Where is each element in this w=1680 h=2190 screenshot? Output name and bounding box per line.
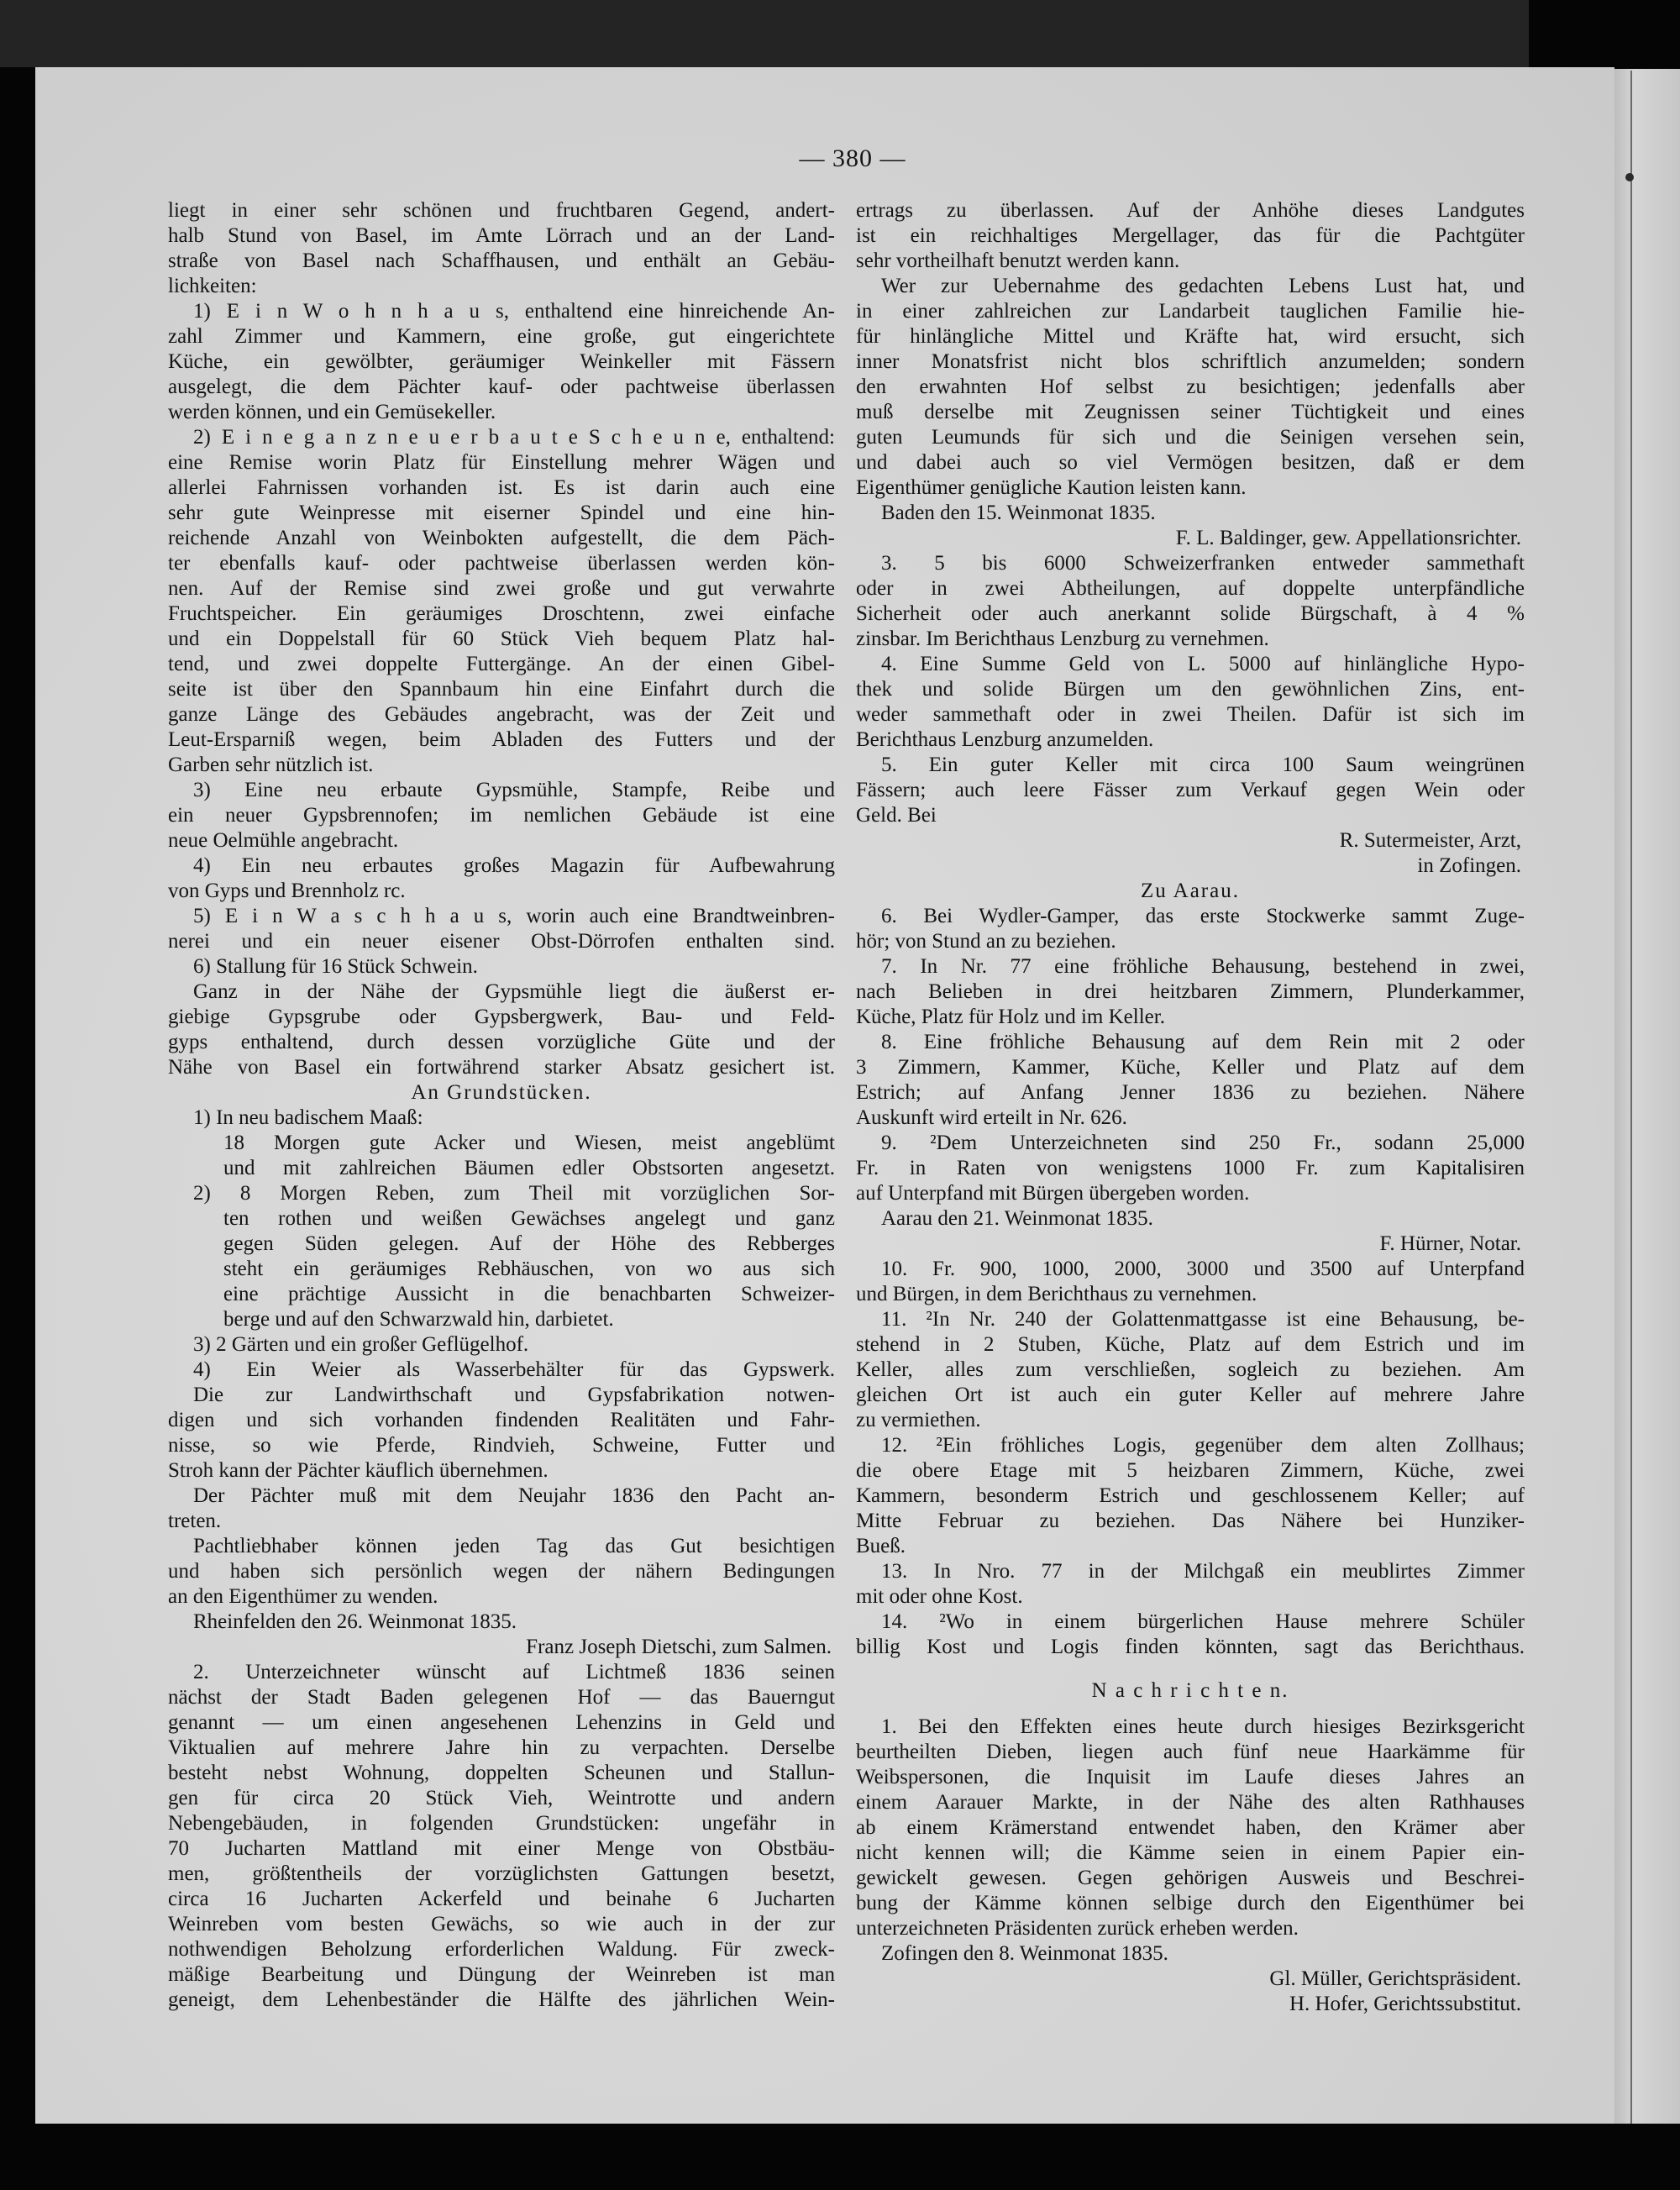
text-line: oder in zwei Abtheilungen, auf doppelte unterpfändliche — [856, 577, 1525, 600]
text-line: Die zur Landwirthschaft und Gypsfabrikation notwen- — [193, 1384, 835, 1406]
text-line: 6. Bei Wydler-Gamper, das erste Stockwerke sammt Zuge- — [881, 905, 1525, 927]
text-line: zu vermiethen. — [856, 1409, 981, 1431]
text-line: giebige Gypsgrube oder Gypsbergwerk, Bau- und Feld- — [168, 1006, 835, 1028]
text-line: reichende Anzahl von Weinbokten aufgestellt, die dem Päch- — [168, 527, 835, 549]
text-line: Zofingen den 8. Weinmonat 1835. — [881, 1942, 1168, 1965]
text-line: liegt in einer sehr schönen und fruchtbaren Gegend, andert- — [168, 199, 835, 222]
text-line: neue Oelmühle angebracht. — [168, 829, 399, 852]
text-line: Pachtliebhaber können jeden Tag das Gut besichtigen — [193, 1535, 835, 1557]
text-line: Mitte Februar zu beziehen. Das Nähere bei Hunziker- — [856, 1510, 1525, 1532]
text-line: für hinlängliche Mittel und Kräfte hat, wird ersucht, sich — [856, 325, 1525, 348]
text-line: weder sammethaft oder in zwei Theilen. Dafür ist sich im — [856, 703, 1525, 726]
text-line: zinsbar. Im Berichthaus Lenzburg zu vernehmen. — [856, 628, 1269, 650]
text-line: Aarau den 21. Weinmonat 1835. — [881, 1207, 1153, 1230]
text-line: ter ebenfalls kauf- oder pachtweise überlassen werden kön- — [168, 552, 835, 575]
text-line: gyps enthaltend, durch dessen vorzügliche Güte und der — [168, 1031, 835, 1053]
text-line: nerei und ein neuer eisener Obst-Dörrofen enthalten sind. — [168, 930, 835, 953]
text-line: Auskunft wird erteilt in Nr. 626. — [856, 1106, 1127, 1129]
signature-line: in Zofingen. — [1417, 854, 1521, 877]
text-line: 9. ²Dem Unterzeichneten sind 250 Fr., sodann 25,000 — [881, 1132, 1525, 1154]
text-line: in einer zahlreichen zur Landarbeit tauglichen Familie hie- — [856, 300, 1525, 323]
text-line: genannt — um einen angesehenen Lehenzins in Geld und — [168, 1711, 835, 1734]
text-line: ten rothen und weißen Gewächses angelegt und ganz — [223, 1207, 835, 1230]
text-line: geneigt, dem Lehenbeständer die Hälfte des jährlichen Wein- — [168, 1988, 835, 2011]
text-line: tend, und zwei doppelte Futtergänge. An der einen Gibel- — [168, 653, 835, 675]
text-line: Fruchtspeicher. Ein geräumiges Droschtenn, zwei einfache — [168, 602, 835, 625]
text-line: nothwendigen Beholzung erforderlichen Waldung. Für zweck- — [168, 1938, 835, 1961]
section-heading: Zu Aarau. — [1141, 880, 1240, 902]
text-line: 1) In neu badischem Maaß: — [193, 1106, 423, 1129]
text-line: Leut-Ersparniß wegen, beim Abladen des Futters und der — [168, 728, 835, 751]
signature-line: R. Sutermeister, Arzt, — [1339, 829, 1521, 852]
binding-hole — [1625, 173, 1634, 181]
text-line: Fässern; auch leere Fässer zum Verkauf gegen Wein oder — [856, 779, 1525, 801]
text-line: nen. Auf der Remise sind zwei große und gut verwahrte — [168, 577, 835, 600]
text-line: 3 Zimmern, Kammer, Küche, Keller und Platz auf dem — [856, 1056, 1525, 1079]
text-line: Bueß. — [856, 1535, 906, 1557]
text-line: Berichthaus Lenzburg anzumelden. — [856, 728, 1154, 751]
text-line: Küche, ein gewölbter, geräumiger Weinkeller mit Fässern — [168, 350, 835, 373]
text-line: 3. 5 bis 6000 Schweizerfranken entweder sammethaft — [881, 552, 1525, 575]
text-line: guten Leumunds für sich und die Seinigen versehen sein, — [856, 426, 1525, 449]
text-line: mäßige Bearbeitung und Düngung der Weinreben ist man — [168, 1963, 835, 1986]
signature-line: Franz Joseph Dietschi, zum Salmen. — [526, 1636, 832, 1658]
right-column — [856, 198, 1525, 2017]
text-line: Der Pächter muß mit dem Neujahr 1836 den Pacht an- — [193, 1484, 835, 1507]
text-line: nisse, so wie Pferde, Rindvieh, Schweine, Futter und — [168, 1434, 835, 1457]
text-line: 4. Eine Summe Geld von L. 5000 auf hinlängliche Hypo- — [881, 653, 1525, 675]
text-line: Küche, Platz für Holz und im Keller. — [856, 1006, 1165, 1028]
text-line: von Gyps und Brennholz rc. — [168, 880, 406, 902]
text-line: unterzeichneten Präsidenten zurück erheben werden. — [856, 1917, 1299, 1940]
text-line: gleichen Ort ist auch ein guter Keller auf mehrere Jahre — [856, 1384, 1525, 1406]
signature-line: F. Hürner, Notar. — [1379, 1232, 1521, 1255]
text-line: gewickelt gewesen. Gegen gehörigen Ausweis und Beschrei- — [856, 1867, 1525, 1889]
text-line: ertrags zu überlassen. Auf der Anhöhe dieses Landgutes — [856, 199, 1525, 222]
text-line: und mit zahlreichen Bäumen edler Obstsorten angesetzt. — [223, 1157, 835, 1179]
text-line: ausgelegt, die dem Pächter kauf- oder pachtweise überlassen — [168, 376, 835, 398]
text-line: 7. In Nr. 77 eine fröhliche Behausung, bestehend in zwei, — [881, 955, 1525, 978]
text-line: Keller, alles zum verschließen, sogleich zu beziehen. Am — [856, 1358, 1525, 1381]
text-line: lichkeiten: — [168, 275, 257, 297]
text-line: auf Unterpfand mit Bürgen übergeben worden. — [856, 1182, 1250, 1205]
text-line: Rheinfelden den 26. Weinmonat 1835. — [193, 1610, 517, 1633]
text-line: 1) E i n W o h n h a u s, enthaltend eine hinreichende An- — [193, 300, 835, 323]
text-line: 70 Jucharten Mattland mit einer Menge von Obstbäu- — [168, 1837, 835, 1860]
text-line: 2. Unterzeichneter wünscht auf Lichtmeß 1836 seinen — [193, 1661, 835, 1683]
text-line: nicht kennen will; die Kämme seien in einem Papier ein- — [856, 1841, 1525, 1864]
text-line: Baden den 15. Weinmonat 1835. — [881, 502, 1156, 524]
text-line: Nähe von Basel ein fortwährend starker Absatz gesichert ist. — [168, 1056, 835, 1079]
text-line: 10. Fr. 900, 1000, 2000, 3000 und 3500 auf Unterpfand — [881, 1258, 1525, 1280]
text-line: den erwahnten Hof selbst zu besichtigen; jedenfalls aber — [856, 376, 1525, 398]
text-line: und ein Doppelstall für 60 Stück Vieh bequem Platz hal- — [168, 628, 835, 650]
text-line: billig Kost und Logis finden könnten, sagt das Berichthaus. — [856, 1636, 1525, 1658]
text-line: 11. ²In Nr. 240 der Golattenmattgasse ist eine Behausung, be- — [881, 1308, 1525, 1331]
text-line: einem Aarauer Markte, in der Nähe des alten Rathhauses — [856, 1791, 1525, 1814]
text-line: berge und auf den Schwarzwald hin, darbietet. — [223, 1308, 614, 1331]
text-line: thek und solide Bürgen um den gewöhnlichen Zins, ent- — [856, 678, 1525, 701]
text-line: straße von Basel nach Schaffhausen, und enthält an Gebäu- — [168, 249, 835, 272]
text-line: 3) 2 Gärten und ein großer Geflügelhof. — [193, 1333, 529, 1356]
text-line: 2) E i n e g a n z n e u e r b a u t e S c h e u n e, enthaltend: — [193, 426, 835, 449]
text-line: Viktualien auf mehrere Jahre hin zu verpachten. Derselbe — [168, 1736, 835, 1759]
section-spacer — [856, 1704, 1525, 1715]
text-line: 4) Ein neu erbautes großes Magazin für Aufbewahrung — [193, 854, 835, 877]
adjacent-page-edge — [1614, 69, 1680, 2124]
text-line: eine prächtige Aussicht in die benachbarten Schweizer- — [223, 1283, 835, 1305]
text-line: Weinreben vom besten Gewächs, so wie auch in der zur — [168, 1913, 835, 1935]
text-line: und haben sich persönlich wegen der nähern Bedingungen — [168, 1560, 835, 1583]
text-line: mit oder ohne Kost. — [856, 1585, 1023, 1608]
text-line: nächst der Stadt Baden gelegenen Hof — das Bauerngut — [168, 1686, 835, 1709]
left-column — [168, 198, 835, 2013]
text-line: Kammern, besonderm Estrich und geschlossenem Keller; auf — [856, 1484, 1525, 1507]
text-line: Garben sehr nützlich ist. — [168, 754, 374, 776]
text-line: inner Monatsfrist nicht blos schriftlich anzumelden; sondern — [856, 350, 1525, 373]
section-heading: An Grundstücken. — [411, 1081, 592, 1104]
text-line: 14. ²Wo in einem bürgerlichen Hause mehrere Schüler — [881, 1610, 1525, 1633]
text-line: 2) 8 Morgen Reben, zum Theil mit vorzüglichen Sor- — [193, 1182, 835, 1205]
text-line: Stroh kann der Pächter käuflich übernehmen. — [168, 1459, 549, 1482]
text-line: ein neuer Gypsbrennofen; im nemlichen Gebäude ist eine — [168, 804, 835, 827]
text-line: besteht nebst Wohnung, doppelten Scheunen und Stallun- — [168, 1762, 835, 1784]
text-line: Eigenthümer genügliche Kaution leisten kann. — [856, 476, 1247, 499]
text-line: 12. ²Ein fröhliches Logis, gegenüber dem alten Zollhaus; — [881, 1434, 1525, 1457]
text-line: nach Belieben in drei heitzbaren Zimmern, Plunderkammer, — [856, 980, 1525, 1003]
text-line: hör; von Stund an zu beziehen. — [856, 930, 1116, 953]
text-line: 18 Morgen gute Acker und Wiesen, meist angeblümt — [223, 1132, 835, 1154]
text-line: 8. Eine fröhliche Behausung auf dem Rein mit 2 oder — [881, 1031, 1525, 1053]
text-line: ist ein reichhaltiges Mergellager, das für die Pachtgüter — [856, 224, 1525, 247]
text-line: Geld. Bei — [856, 804, 937, 827]
section-heading: N a c h r i c h t e n. — [1091, 1679, 1289, 1702]
text-line: Weibspersonen, die Inquisit im Laufe dieses Jahres an — [856, 1766, 1525, 1788]
text-line: Estrich; auf Anfang Jenner 1836 zu beziehen. Nähere — [856, 1081, 1525, 1104]
text-line: gegen Süden gelegen. Auf der Höhe des Rebberges — [223, 1232, 835, 1255]
text-line: allerlei Fahrnissen vorhanden ist. Es ist darin auch eine — [168, 476, 835, 499]
page-number: — 380 — — [799, 144, 906, 172]
text-line: die obere Etage mit 5 heizbaren Zimmern, Küche, zwei — [856, 1459, 1525, 1482]
text-line: steht ein geräumiges Rebhäuschen, von wo aus sich — [223, 1258, 835, 1280]
text-line: Fr. in Raten von wenigstens 1000 Fr. zum Kapitalisiren — [856, 1157, 1525, 1179]
text-line: Nebengebäuden, in folgenden Grundstücken: ungefähr in — [168, 1812, 835, 1835]
signature-line: F. L. Baldinger, gew. Appellationsrichter. — [1175, 527, 1521, 549]
text-line: 3) Eine neu erbaute Gypsmühle, Stampfe, Reibe und — [193, 779, 835, 801]
text-line: muß derselbe mit Zeugnissen seiner Tüchtigkeit und eines — [856, 401, 1525, 423]
text-line: ganze Länge des Gebäudes angebracht, was der Zeit und — [168, 703, 835, 726]
signature-line: H. Hofer, Gerichtssubstitut. — [1289, 1993, 1521, 2015]
text-line: sehr gute Weinpresse mit eiserner Spindel und eine hin- — [168, 502, 835, 524]
text-line: sehr vortheilhaft benutzt werden kann. — [856, 249, 1180, 272]
text-line: zahl Zimmer und Kammern, eine große, gut eingerichtete — [168, 325, 835, 348]
text-line: 5) E i n W a s c h h a u s, worin auch eine Brandtweinbren- — [193, 905, 835, 927]
text-line: 5. Ein guter Keller mit circa 100 Saum weingrünen — [881, 754, 1525, 776]
scan-border-top — [0, 0, 1529, 67]
text-line: 1. Bei den Effekten eines heute durch hiesiges Bezirksgericht — [881, 1715, 1525, 1738]
text-line: beurtheilten Dieben, liegen auch fünf neue Haarkämme für — [856, 1741, 1525, 1763]
text-line: bung der Kämme können selbige durch den Eigenthümer bei — [856, 1892, 1525, 1914]
text-line: seite ist über den Spannbaum hin eine Einfahrt durch die — [168, 678, 835, 701]
binding-fold — [1630, 71, 1632, 2124]
text-line: circa 16 Jucharten Ackerfeld und beinahe 6 Jucharten — [168, 1888, 835, 1910]
signature-line: Gl. Müller, Gerichtspräsident. — [1269, 1967, 1521, 1990]
text-line: digen und sich vorhanden findenden Realitäten und Fahr- — [168, 1409, 835, 1431]
text-line: 4) Ein Weier als Wasserbehälter für das Gypswerk. — [193, 1358, 835, 1381]
text-line: gen für circa 20 Stück Vieh, Weintrotte und andern — [168, 1787, 835, 1809]
text-line: 6) Stallung für 16 Stück Schwein. — [193, 955, 478, 978]
text-line: und Bürgen, in dem Berichthaus zu vernehmen. — [856, 1283, 1257, 1305]
text-line: Sicherheit oder auch anerkannt solide Bürgschaft, à 4 % — [856, 602, 1525, 625]
text-line: 13. In Nro. 77 in der Milchgaß ein meublirtes Zimmer — [881, 1560, 1525, 1583]
text-line: an den Eigenthümer zu wenden. — [168, 1585, 438, 1608]
text-line: Ganz in der Nähe der Gypsmühle liegt die äußerst er- — [193, 980, 835, 1003]
text-line: halb Stund von Basel, im Amte Lörrach und an der Land- — [168, 224, 835, 247]
text-line: ab einem Krämerstand entwendet haben, den Krämer aber — [856, 1816, 1525, 1839]
text-line: treten. — [168, 1510, 222, 1532]
text-line: Wer zur Uebernahme des gedachten Lebens Lust hat, und — [881, 275, 1525, 297]
text-line: men, größtentheils der vorzüglichsten Gattungen besetzt, — [168, 1862, 835, 1885]
text-line: eine Remise worin Platz für Einstellung mehrer Wägen und — [168, 451, 835, 474]
text-line: und dabei auch so viel Vermögen besitzen, daß er dem — [856, 451, 1525, 474]
section-spacer — [856, 1660, 1525, 1678]
text-line: stehend in 2 Stuben, Küche, Platz auf dem Estrich und im — [856, 1333, 1525, 1356]
text-line: werden können, und ein Gemüsekeller. — [168, 401, 496, 423]
